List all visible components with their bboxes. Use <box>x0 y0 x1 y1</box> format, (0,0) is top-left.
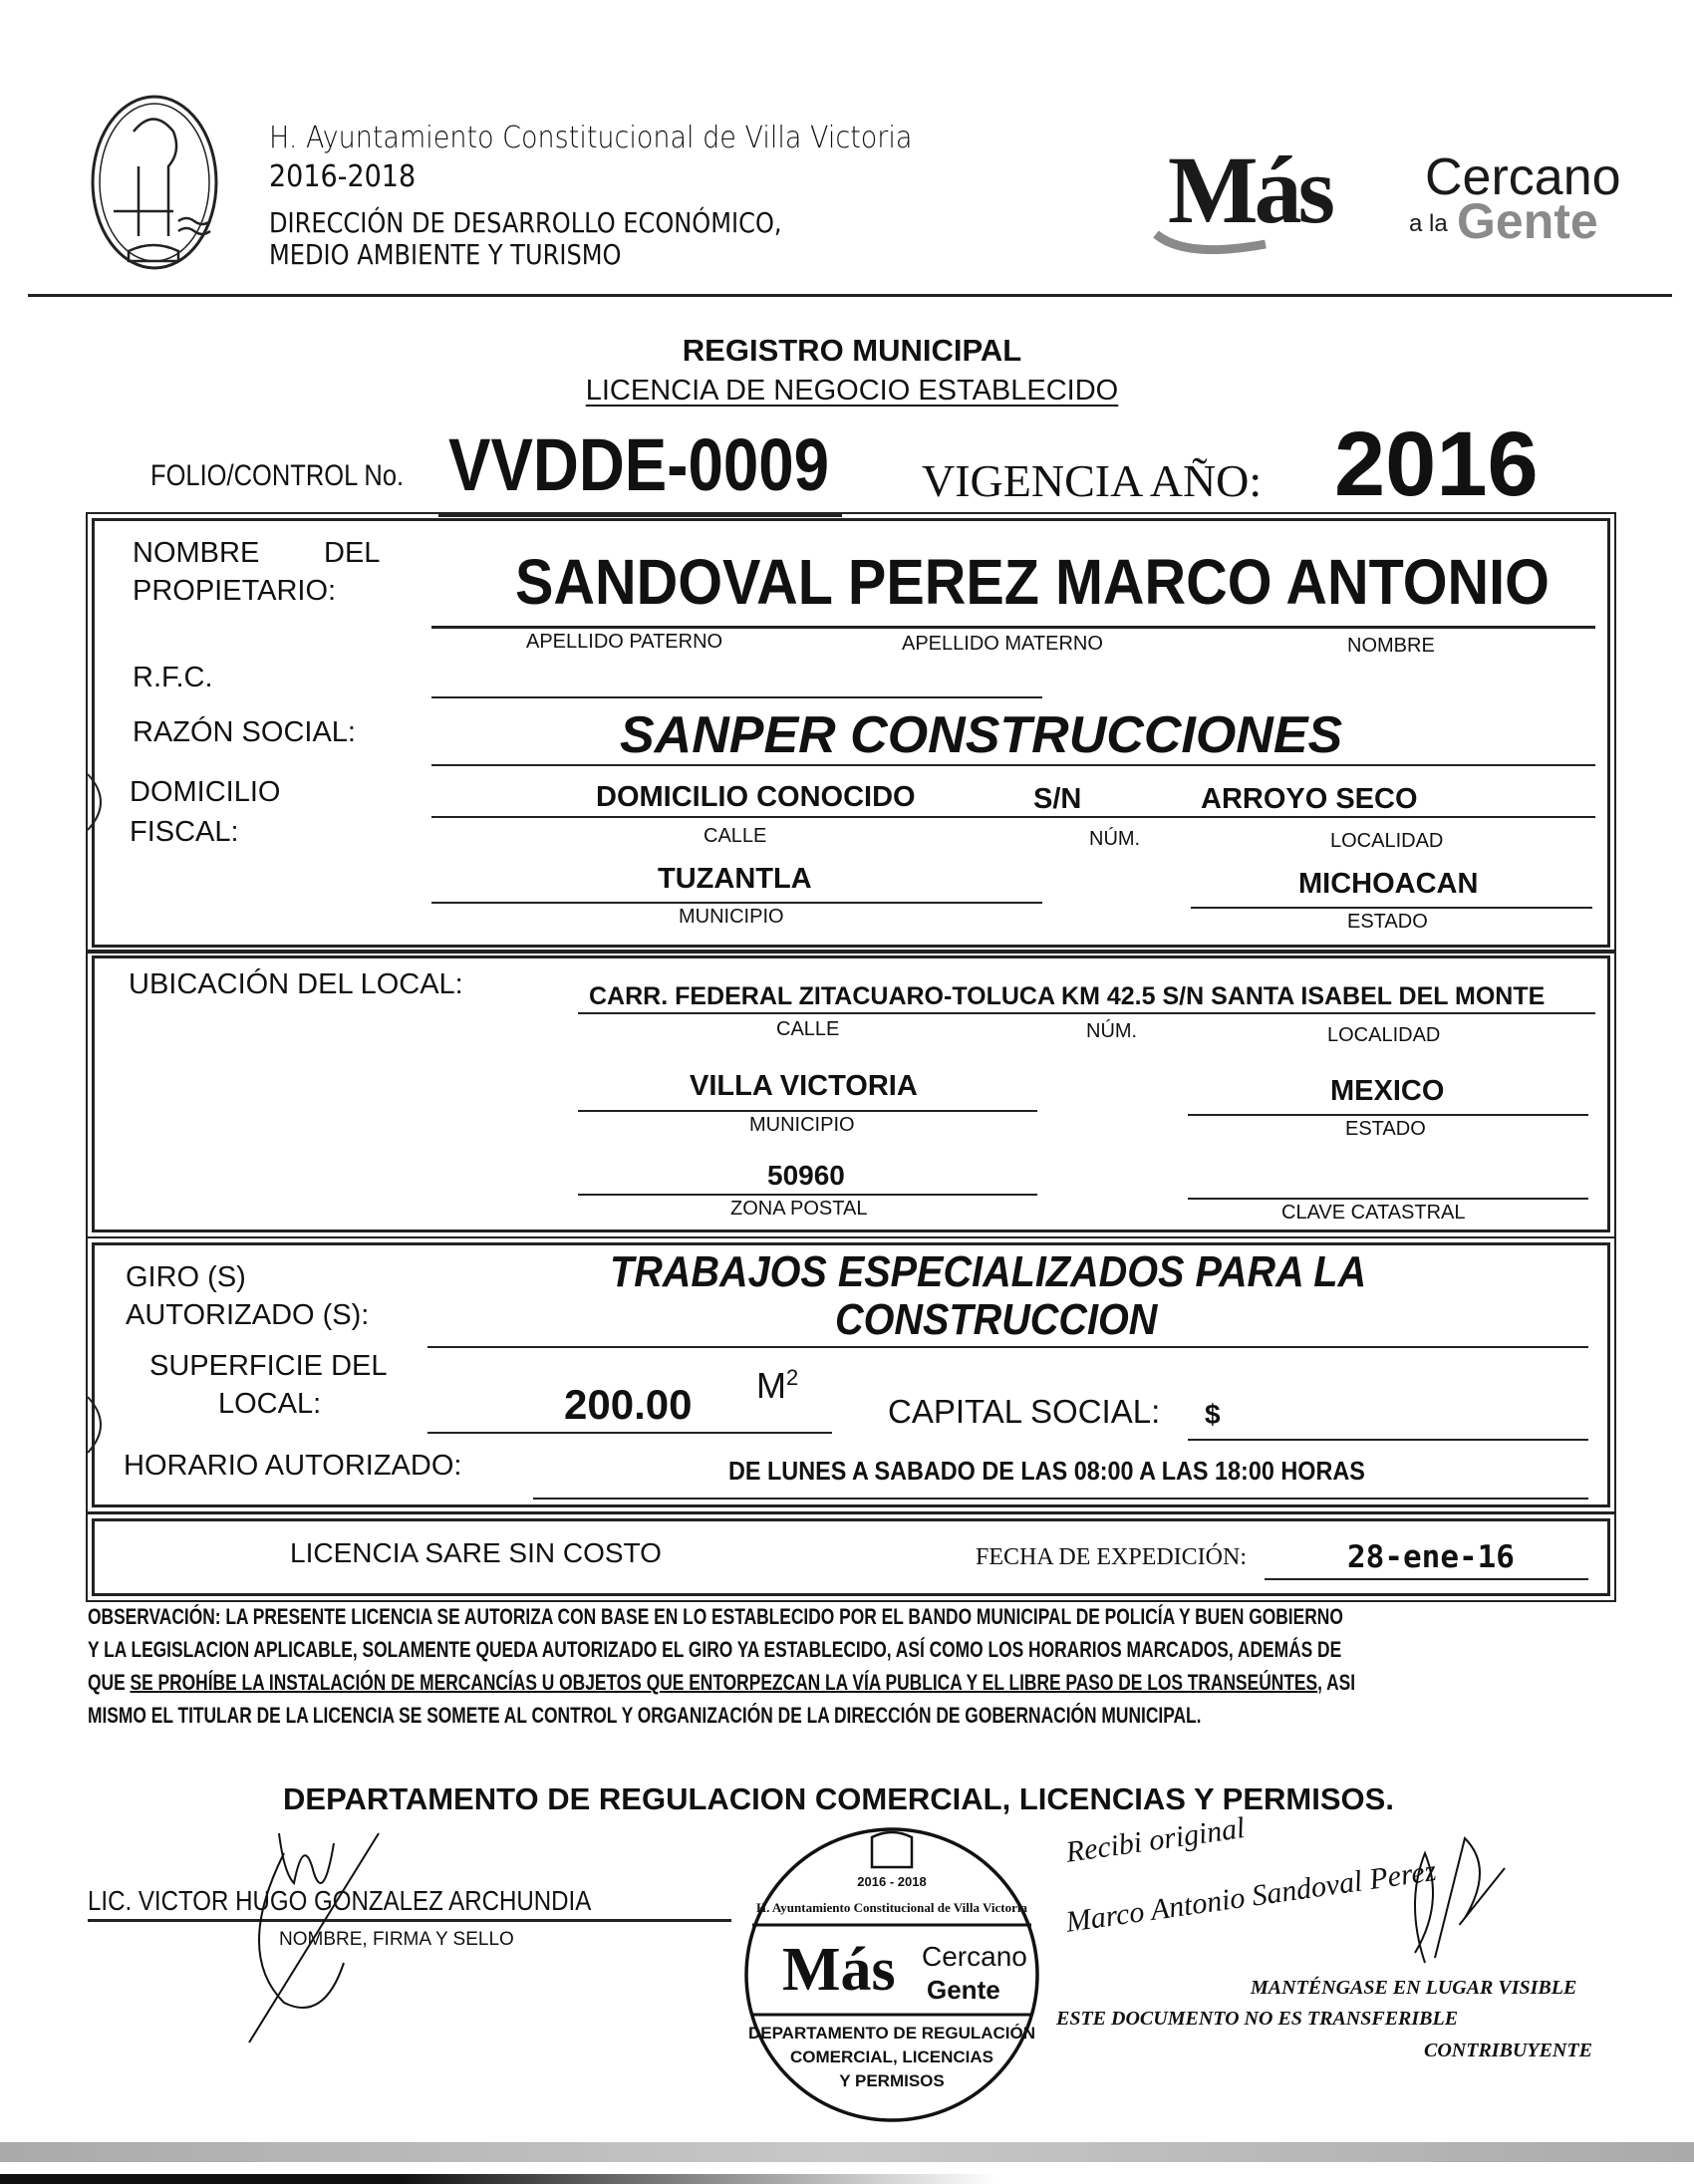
observacion-line-4: MISMO EL TITULAR DE LA LICENCIA SE SOMETE AL CONTROL Y ORGANIZACIÓN DE LA DIRECCIÓN DE GOBERNACIÓN MUNICIPAL. <box>88 1703 1202 1728</box>
razon-label: RAZÓN SOCIAL: <box>133 716 356 748</box>
capital-label: CAPITAL SOCIAL: <box>888 1393 1161 1430</box>
razon-line <box>431 764 1595 766</box>
fiscal-estado: MICHOACAN <box>1298 868 1479 900</box>
sub-local-num: NÚM. <box>1086 1020 1138 1042</box>
nota-contribuyente: CONTRIBUYENTE <box>1424 2040 1592 2061</box>
licencia-sare: LICENCIA SARE SIN COSTO <box>290 1537 662 1568</box>
official-signature-icon <box>239 1823 458 2052</box>
sub-local-estado: ESTADO <box>1345 1118 1426 1140</box>
local-clave-line <box>1188 1198 1588 1200</box>
logo-cercano: Cercano <box>1425 148 1621 206</box>
sub-local-municipio: MUNICIPIO <box>749 1114 855 1136</box>
local-estado: MEXICO <box>1330 1075 1445 1107</box>
local-label: UBICACIÓN DEL LOCAL: <box>129 968 463 1000</box>
giro-value-2: CONSTRUCCION <box>835 1295 1158 1344</box>
giro-label-1: GIRO (S) <box>126 1261 246 1293</box>
sub-fiscal-municipio: MUNICIPIO <box>679 906 784 928</box>
footer-edge <box>0 2174 996 2184</box>
stamp-cercano: Cercano <box>922 1941 1027 1972</box>
fiscal-localidad: ARROYO SECO <box>1201 783 1418 815</box>
owner-label-nombre: NOMBRE <box>133 537 260 569</box>
stamp-years: 2016 - 2018 <box>857 1874 927 1889</box>
observacion-line-3 <box>88 1672 1355 1694</box>
giro-label-2: AUTORIZADO (S): <box>126 1299 370 1331</box>
folio-underline <box>438 514 842 517</box>
observacion-line-2: Y LA LEGISLACION APLICABLE, SOLAMENTE QUEDA AUTORIZADO EL GIRO YA ESTABLECIDO, ASÍ COMO LOS HORARIOS MARCADOS, ADEMÁS DE <box>88 1637 1342 1662</box>
nota-visible: MANTÉNGASE EN LUGAR VISIBLE <box>1251 1977 1577 1999</box>
firmante-nombre: LIC. VICTOR HUGO GONZALEZ ARCHUNDIA <box>88 1885 592 1916</box>
observacion-line-3-post: , ASI <box>1317 1670 1356 1695</box>
nota-transferible: ESTE DOCUMENTO NO ES TRANSFERIBLE <box>1056 2008 1459 2030</box>
sub-nombre: NOMBRE <box>1347 635 1435 657</box>
rfc-label: R.F.C. <box>133 662 213 693</box>
stamp-logo: Más <box>782 1936 896 2004</box>
sub-fiscal-estado: ESTADO <box>1347 911 1428 933</box>
owner-name-line <box>431 626 1595 629</box>
superficie-unit-m: M <box>756 1365 786 1406</box>
razon-value: SANPER CONSTRUCCIONES <box>620 706 1343 764</box>
header-divider <box>28 294 1672 297</box>
owner-signature-icon <box>1395 1828 1535 1968</box>
owner-label-del: DEL <box>324 537 381 569</box>
observacion-line-3-underlined: SE PROHÍBE LA INSTALACIÓN DE MERCANCÍAS U OBJETOS QUE ENTORPEZCAN LA VÍA PUBLICA Y EL LIBRE PASO DE LOS TRANSEÚNTES <box>130 1670 1318 1695</box>
sub-fiscal-localidad: LOCALIDAD <box>1330 830 1444 852</box>
local-municipio-line <box>578 1110 1037 1112</box>
folio-label: FOLIO/CONTROL No. <box>150 459 405 492</box>
observacion-line-1: OBSERVACIÓN: LA PRESENTE LICENCIA SE AUTORIZA CON BASE EN LO ESTABLECIDO POR EL BANDO MUNICIPAL DE POLICÍA Y BUEN GOBIERNO <box>88 1604 1343 1629</box>
stamp-bottom-3: Y PERMISOS <box>839 2071 945 2090</box>
mas-cercano-logo <box>1146 135 1624 254</box>
fiscal-label-fiscal: FISCAL: <box>130 816 239 848</box>
local-direccion: CARR. FEDERAL ZITACUARO-TOLUCA KM 42.5 S/N SANTA ISABEL DEL MONTE <box>589 982 1546 1010</box>
superficie-label-1: SUPERFICIE DEL <box>149 1350 388 1382</box>
local-estado-line <box>1188 1114 1588 1116</box>
vigencia-value: 2016 <box>1334 413 1539 515</box>
sub-local-clave: CLAVE CATASTRAL <box>1281 1202 1466 1224</box>
official-stamp <box>742 1825 1041 2124</box>
fiscal-municipio-line <box>431 902 1042 904</box>
sub-apellido-paterno: APELLIDO PATERNO <box>526 631 723 653</box>
fiscal-calle-line <box>431 816 1595 818</box>
punch-hole-icon <box>86 772 116 832</box>
fecha-label: FECHA DE EXPEDICIÓN: <box>976 1544 1248 1570</box>
footer-band <box>0 2142 1694 2162</box>
folio-value: VVDDE-0009 <box>448 423 830 506</box>
header-line-4: MEDIO AMBIENTE Y TURISMO <box>269 238 622 271</box>
capital-currency: $ <box>1205 1399 1221 1430</box>
horario-line <box>533 1498 1588 1500</box>
punch-hole-icon <box>86 1395 116 1455</box>
superficie-label-2: LOCAL: <box>218 1388 322 1420</box>
local-cp: 50960 <box>767 1160 845 1191</box>
giro-line <box>427 1346 1588 1348</box>
handwritten-recibi: Recibi original <box>1063 1811 1248 1869</box>
title-licencia: LICENCIA DE NEGOCIO ESTABLECIDO <box>585 375 1119 407</box>
vigencia-label: VIGENCIA AÑO: <box>922 455 1263 506</box>
local-municipio: VILLA VICTORIA <box>690 1070 918 1102</box>
superficie-unit-exp: 2 <box>786 1365 799 1390</box>
handwritten-receipt <box>1063 1811 1664 1968</box>
fiscal-num: S/N <box>1033 783 1082 815</box>
fiscal-label-domicilio: DOMICILIO <box>130 776 281 808</box>
stamp-top-text: H. Ayuntamiento Constitucional de Villa Victoria <box>755 1900 1028 1915</box>
owner-label-propietario: PROPIETARIO: <box>133 575 337 607</box>
local-cp-line <box>578 1194 1037 1196</box>
superficie-value: 200.00 <box>564 1381 693 1428</box>
local-direccion-line <box>578 1012 1595 1014</box>
horario-value: DE LUNES A SABADO DE LAS 08:00 A LAS 18:00 HORAS <box>728 1456 1365 1486</box>
header-line-1: H. Ayuntamiento Constitucional de Villa Victoria <box>269 121 913 155</box>
sub-local-cp: ZONA POSTAL <box>730 1198 868 1220</box>
superficie-unit <box>756 1367 798 1404</box>
handwritten-name: Marco Antonio Sandoval Perez <box>1063 1854 1439 1939</box>
firma-sub: NOMBRE, FIRMA Y SELLO <box>279 1929 514 1950</box>
sub-local-calle: CALLE <box>776 1018 840 1040</box>
logo-gente: Gente <box>1457 193 1598 249</box>
stamp-gente: Gente <box>927 1975 1000 2005</box>
departamento-title: DEPARTAMENTO DE REGULACION COMERCIAL, LICENCIAS Y PERMISOS. <box>283 1781 1394 1816</box>
sub-fiscal-calle: CALLE <box>704 825 767 847</box>
owner-name: SANDOVAL PEREZ MARCO ANTONIO <box>515 546 1550 618</box>
fiscal-estado-line <box>1191 907 1592 909</box>
horario-label: HORARIO AUTORIZADO: <box>124 1450 462 1482</box>
stamp-bottom-1: DEPARTAMENTO DE REGULACIÓN <box>747 2024 1036 2043</box>
sub-fiscal-num: NÚM. <box>1089 828 1141 850</box>
header-line-2: 2016-2018 <box>269 159 417 194</box>
fecha-value: 28-ene-16 <box>1347 1539 1515 1575</box>
header-line-3: DIRECCIÓN DE DESARROLLO ECONÓMICO, <box>269 206 782 239</box>
fiscal-calle: DOMICILIO CONOCIDO <box>596 781 916 813</box>
municipal-emblem-icon <box>84 92 225 273</box>
title-registro: REGISTRO MUNICIPAL <box>682 333 1022 368</box>
giro-value-1: TRABAJOS ESPECIALIZADOS PARA LA <box>610 1247 1367 1296</box>
sub-local-localidad: LOCALIDAD <box>1327 1024 1441 1046</box>
rfc-line <box>431 696 1042 698</box>
superficie-line <box>427 1432 832 1434</box>
logo-a-la: a la <box>1409 210 1448 237</box>
stamp-bottom-2: COMERCIAL, LICENCIAS <box>790 2048 993 2066</box>
fecha-line <box>1265 1578 1588 1580</box>
logo-mas: Más <box>1168 136 1331 243</box>
observacion-line-3-pre: QUE <box>88 1670 131 1695</box>
sub-apellido-materno: APELLIDO MATERNO <box>902 633 1103 655</box>
fiscal-municipio: TUZANTLA <box>658 863 812 895</box>
capital-line <box>1188 1439 1588 1441</box>
